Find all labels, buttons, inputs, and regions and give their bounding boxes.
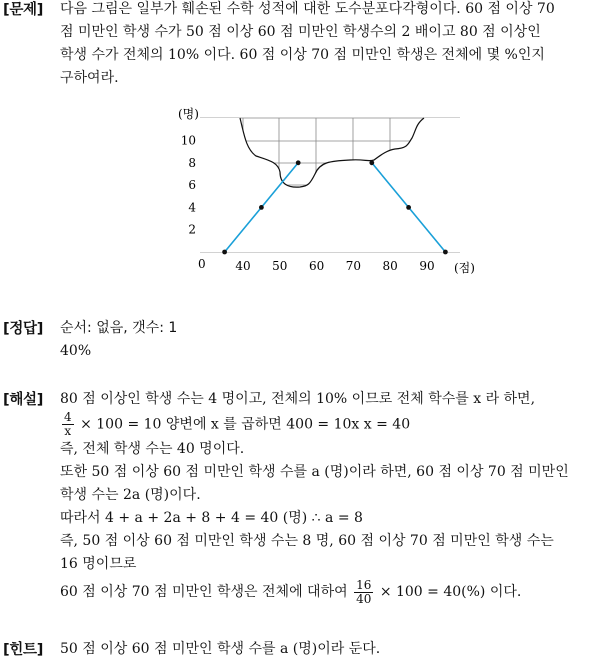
problem-tag: [문제]	[3, 2, 44, 18]
x-tick-labels	[235, 259, 434, 273]
x-axis-label: (점)	[454, 261, 475, 275]
data-point	[369, 160, 374, 165]
solution-line: 학생 수는 2a (명)이다.	[60, 487, 201, 503]
fraction: $\frac{16}{40}$	[356, 577, 372, 606]
data-point	[259, 205, 264, 210]
x-tick-label: 40	[235, 259, 251, 273]
x-tick-label: 60	[308, 259, 325, 273]
problem-line: 구하여라.	[60, 70, 119, 86]
y-tick-labels	[181, 134, 197, 237]
y-tick-label: 8	[188, 155, 196, 170]
solution-line: 즉, 전체 학생 수는 40 명이다.	[60, 441, 245, 457]
answer-value: 40%	[60, 343, 92, 359]
y-tick-label: 10	[180, 133, 196, 148]
solution-line: 즉, 50 점 이상 60 점 미만인 학생 수는 8 명, 60 점 이상 70 점 미만인 학생 수는	[60, 533, 554, 549]
chart-svg	[170, 104, 480, 276]
data-point	[222, 250, 227, 255]
y-axis-label: (명)	[178, 107, 199, 121]
frequency-polygon-chart	[170, 104, 480, 280]
x-tick-label: 70	[345, 259, 362, 273]
solution-line: 또한 50 점 이상 60 점 미만인 학생 수를 a (명)이라 하면, 60 점 이상 70 점 미만인	[60, 464, 569, 480]
x-tick-label: 80	[382, 259, 398, 273]
origin-label: 0	[198, 257, 206, 271]
solution-line: 따라서 4 + a + 2a + 8 + 4 = 40 (명) ∴ a = 8	[60, 510, 363, 526]
problem-line: 점 미만인 학생 수가 50 점 이상 60 점 미만인 학생수의 2 배이고 80 점 이상인	[60, 24, 541, 40]
data-point	[296, 160, 301, 165]
answer-line: 순서: 없음, 갯수: 1	[60, 320, 178, 336]
x-tick-label: 50	[272, 259, 288, 273]
solution-line: 60 점 이상 70 점 미만인 학생은 전체에 대하여 $\frac{16}{40}$ × 100 = 40(%) 이다.	[60, 577, 522, 606]
solution-tag: [해설]	[3, 392, 44, 408]
data-point	[406, 205, 411, 210]
y-tick-label: 6	[188, 178, 196, 193]
x-tick-label: 90	[419, 259, 435, 273]
y-tick-label: 2	[188, 222, 196, 237]
answer-tag: [정답]	[3, 321, 44, 337]
solution-line: $\frac{4}{x}$ × 100 = 10 양변에 x 를 곱하면 400 = 10x x = 40	[64, 410, 411, 438]
fraction: $\frac{4}{x}$	[64, 410, 72, 438]
y-tick-label: 4	[188, 200, 196, 215]
hint-line: 50 점 이상 60 점 미만인 학생 수를 a (명)이라 둔다.	[60, 641, 381, 657]
hint-tag: [힌트]	[3, 642, 44, 658]
solution-line: 80 점 이상인 학생 수는 4 명이고, 전체의 10% 이므로 전체 학수를 x 라 하면,	[60, 391, 536, 407]
solution-line: 16 명이므로	[60, 556, 137, 572]
data-point	[443, 250, 448, 255]
problem-line: 학생 수가 전체의 10% 이다. 60 점 이상 70 점 미만인 학생은 전체에 몇 %인지	[60, 47, 545, 63]
problem-line: 다음 그림은 일부가 훼손된 수학 성적에 대한 도수분포다각형이다. 60 점 이상 70	[60, 1, 555, 17]
